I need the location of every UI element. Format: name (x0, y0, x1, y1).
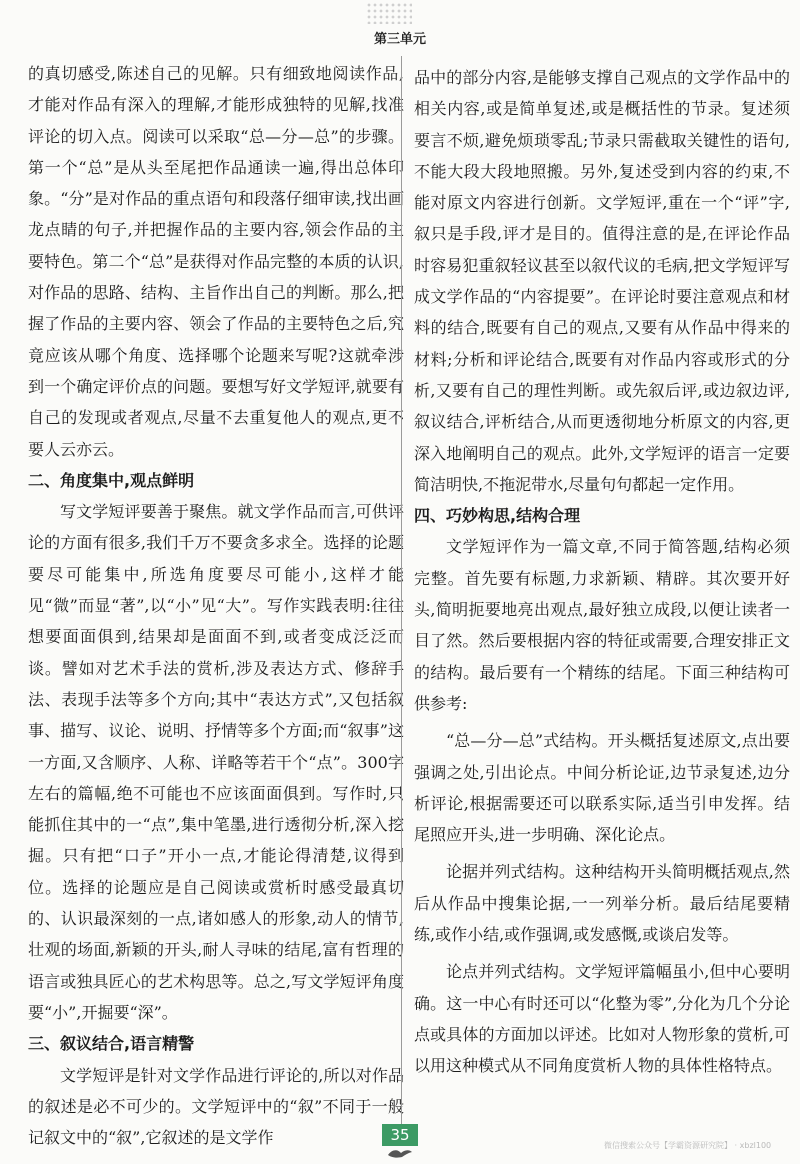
paragraph: “总—分—总”式结构。开头概括复述原文,点出要强调之处,引出论点。中间分析论证,边节录复述,边分析评论,根据需要还可以联系实际,适当引申发挥。结尾照应开头,进一步明确、深化论点。 (414, 731, 790, 845)
unit-title: 第三单元 (373, 32, 426, 47)
paragraph: 论点并列式结构。文学短评篇幅虽小,但中心要明确。这一中心有时还可以“化整为零”,分化为几个分论点或具体的方面加以评述。比如对人物形象的赏析,可以用这种模式从不同角度赏析人物的具体性格特点。 (414, 962, 790, 1076)
paragraph: 文学短评是针对文学作品进行评论的,所以对作品的叙述是必不可少的。文学短评中的“叙”不同于一般记叙文中的“叙”,它叙述的是文学作 (28, 1065, 404, 1148)
paragraph: 写文学短评要善于聚焦。就文学作品而言,可供评论的方面有很多,我们千万不要贪多求全。选择的论题要尽可能集中,所选角度要尽可能小,这样才能见“微”而显“著”,以“小”见“大”。写作实践表明:往往想要面面俱到,结果却是面面不到,或者变成泛泛而谈。譬如对艺术手法的赏析,涉及表达方式、修辞手法、表现手法等多个方向;其中“表达方式”,又包括叙事、描写、议论、说明、抒情等多个方面;而“叙事”这一方面,又含顺序、人称、详略等若干个“点”。300字左右的篇幅,绝不可能也不应该面面俱到。写作时,只能抓住其中的一“点”,集中笔墨,进行透彻分析,深入挖掘。只有把“口子”开小一点,才能论得清楚,议得到位。选择的论题应是自己阅读或赏析时感受最真切的、认识最深刻的一点,诸如感人的形象,动人的情节,壮观的场面,新颖的开头,耐人寻味的结尾,富有哲理的语言或独具匠心的艺术构思等。总之,写文学短评角度要“小”,开掘要“深”。 (28, 502, 404, 1022)
page-number: 35 (382, 1124, 418, 1146)
bird-ornament-icon (386, 1146, 414, 1160)
paragraph: 的真切感受,陈述自己的见解。只有细致地阅读作品,才能对作品有深入的理解,才能形成独特的见解,找准评论的切入点。阅读可以采取“总—分—总”的步骤。第一个“总”是从头至尾把作品通读一遍,得出总体印象。“分”是对作品的重点语句和段落仔细审读,找出画龙点睛的句子,并把握作品的主要内容,领会作品的主要特色。第二个“总”是获得对作品完整的本质的认识,对作品的思路、结构、主旨作出自己的判断。那么,把握了作品的主要内容、领会了作品的主要特色之后,究竟应该从哪个角度、选择哪个论题来写呢?这就牵涉到一个确定评价点的问题。要想写好文学短评,就要有自己的发现或者观点,尽量不去重复他人的观点,更不要人云亦云。 (28, 64, 404, 459)
paragraph: 文学短评作为一篇文章,不同于简答题,结构必须完整。首先要有标题,力求新颖、精辟。其次要开好头,简明扼要地亮出观点,最好独立成段,以便让读者一目了然。然后要根据内容的特征或需要,合理安排正文的结构。最后要有一个精练的结尾。下面三种结构可供参考: (414, 537, 790, 713)
section-heading-3: 三、叙议结合,语言精警 (28, 1034, 195, 1054)
left-column (28, 58, 404, 1153)
header-ornament (366, 2, 412, 24)
paragraph: 品中的部分内容,是能够支撑自己观点的文学作品中的相关内容,或是简单复述,或是概括性的节录。复述须要言不烦,避免烦琐零乱;节录只需截取关键性的语句,不能大段大段地照搬。另外,复述受到内容的约束,不能对原文内容进行创新。文学短评,重在一个“评”字,叙只是手段,评才是目的。值得注意的是,在评论作品时容易犯重叙轻议甚至以叙代议的毛病,把文学短评写成文学作品的“内容提要”。在评论时要注意观点和材料的结合,既要有自己的观点,又要有从作品中得来的材料;分析和评论结合,既要有对作品内容或形式的分析,又要有自己的理性判断。或先叙后评,或边叙边评,叙议结合,评析结合,从而更透彻地分析原文的内容,更深入地阐明自己的观点。此外,文学短评的语言一定要简洁明快,不拖泥带水,尽量句句都起一定作用。 (414, 68, 790, 494)
paragraph: 论据并列式结构。这种结构开头简明概括观点,然后从作品中搜集论据,一一列举分析。最后结尾要精练,或作小结,或作强调,或发感慨,或谈启发等。 (414, 862, 790, 945)
section-heading-2: 二、角度集中,观点鲜明 (28, 470, 195, 490)
right-column (414, 62, 790, 1082)
section-heading-4: 四、巧妙构思,结构合理 (414, 506, 581, 526)
column-divider (401, 56, 402, 1136)
watermark: 微信搜索公众号【学霸资源研究院】 · xbzl100 (604, 1141, 772, 1150)
